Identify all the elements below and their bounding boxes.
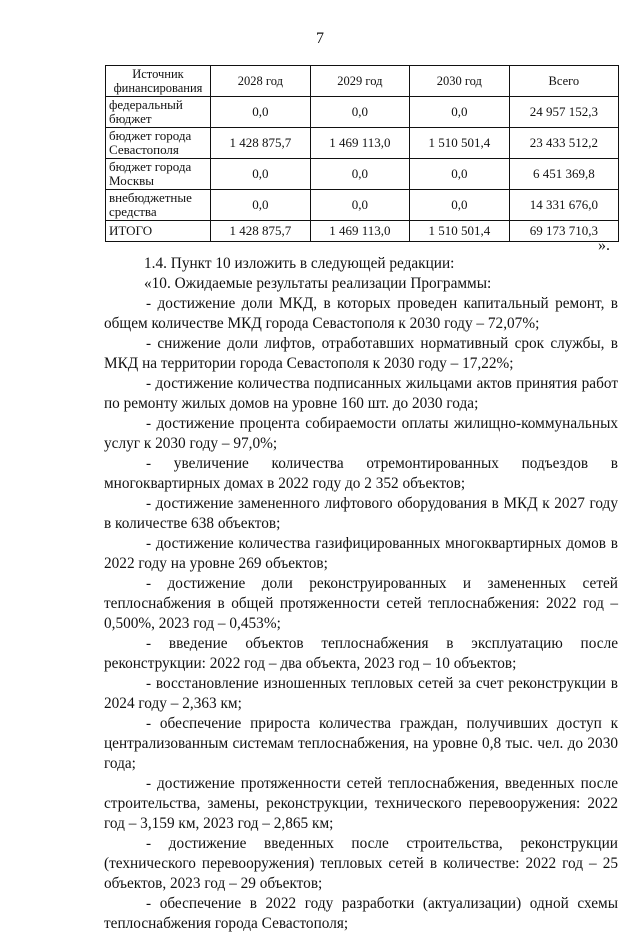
cell: 0,0 xyxy=(409,159,509,190)
paragraph: 1.4. Пункт 10 изложить в следующей редакции: xyxy=(144,255,455,272)
header-total: Всего xyxy=(509,66,618,97)
table-row xyxy=(106,97,619,128)
row-label: бюджет города Севастополя xyxy=(106,128,211,159)
page-number: 7 xyxy=(316,30,324,47)
financing-table xyxy=(105,65,619,242)
cell: 1 469 113,0 xyxy=(310,221,409,242)
cell: 1 469 113,0 xyxy=(310,128,409,159)
paragraph: - обеспечение прироста количества граждан, получивших доступ к централизованным системам теплоснабжения, на уровне 0,8 тыс. чел. до 2030 года; xyxy=(104,715,618,772)
cell: 23 433 512,2 xyxy=(509,128,618,159)
paragraph: - увеличение количества отремонтированных подъездов в многоквартирных домах в 2022 году до 2 352 объектов; xyxy=(104,455,618,492)
cell: 0,0 xyxy=(310,97,409,128)
paragraph: - достижение количества газифицированных многоквартирных домов в 2022 году на уровне 269 объектов; xyxy=(104,535,618,572)
table-header-row xyxy=(106,66,619,97)
cell: 69 173 710,3 xyxy=(509,221,618,242)
row-label: ИТОГО xyxy=(106,221,211,242)
row-label: внебюджетные средства xyxy=(106,190,211,221)
cell: 0,0 xyxy=(409,97,509,128)
table-row-total xyxy=(106,221,619,242)
table-row xyxy=(106,159,619,190)
header-source: Источник финансирования xyxy=(106,66,211,97)
row-label: федеральный бюджет xyxy=(106,97,211,128)
quote-close: ». xyxy=(598,237,610,254)
cell: 0,0 xyxy=(409,190,509,221)
paragraph: - достижение количества подписанных жильцами актов принятия работ по ремонту жилых домов на уровне 160 шт. до 2030 года; xyxy=(104,375,618,412)
cell: 14 331 676,0 xyxy=(509,190,618,221)
cell: 1 510 501,4 xyxy=(409,128,509,159)
cell: 24 957 152,3 xyxy=(509,97,618,128)
cell: 1 428 875,7 xyxy=(211,128,311,159)
table-row xyxy=(106,128,619,159)
paragraph: - обеспечение в 2022 году разработки (актуализации) одной схемы теплоснабжения города Севастополя; xyxy=(104,895,618,932)
header-2029: 2029 год xyxy=(310,66,409,97)
cell: 1 510 501,4 xyxy=(409,221,509,242)
cell: 0,0 xyxy=(310,159,409,190)
table-row xyxy=(106,190,619,221)
paragraph: - достижение доли МКД, в которых проведен капитальный ремонт, в общем количестве МКД города Севастополя к 2030 году – 72,07%; xyxy=(104,295,618,332)
header-2030: 2030 год xyxy=(409,66,509,97)
paragraph: «10. Ожидаемые результаты реализации Программы: xyxy=(144,275,492,292)
paragraph: - достижение протяженности сетей теплоснабжения, введенных после строительства, замены, реконструкции, технического перевооружения: 2022 год – 3,159 км, 2023 год – 2,865 км; xyxy=(104,775,618,832)
paragraph: - достижение доли реконструированных и замененных сетей теплоснабжения в общей протяженности сетей теплоснабжения: 2022 год – 0,500%, 2023 год – 0,453%; xyxy=(104,575,618,632)
document-body xyxy=(104,254,618,934)
cell: 0,0 xyxy=(211,97,311,128)
paragraph: - достижение введенных после строительства, реконструкции (технического перевооружения) тепловых сетей в количестве: 2022 год – 25 объектов, 2023 год – 29 объектов; xyxy=(104,835,618,892)
cell: 6 451 369,8 xyxy=(509,159,618,190)
row-label: бюджет города Москвы xyxy=(106,159,211,190)
cell: 0,0 xyxy=(211,159,311,190)
paragraph: - восстановление изношенных тепловых сетей за счет реконструкции в 2024 году – 2,363 км; xyxy=(104,675,618,712)
paragraph: - достижение процента собираемости оплаты жилищно-коммунальных услуг к 2030 году – 97,0%; xyxy=(104,415,618,452)
cell: 0,0 xyxy=(211,190,311,221)
cell: 0,0 xyxy=(310,190,409,221)
paragraph: - снижение доли лифтов, отработавших нормативный срок службы, в МКД на территории города Севастополя к 2030 году – 17,22%; xyxy=(104,335,618,372)
paragraph: - достижение замененного лифтового оборудования в МКД к 2027 году в количестве 638 объектов; xyxy=(104,495,618,532)
cell: 1 428 875,7 xyxy=(211,221,311,242)
paragraph: - введение объектов теплоснабжения в эксплуатацию после реконструкции: 2022 год – два объекта, 2023 год – 10 объектов; xyxy=(104,635,618,672)
header-2028: 2028 год xyxy=(211,66,311,97)
